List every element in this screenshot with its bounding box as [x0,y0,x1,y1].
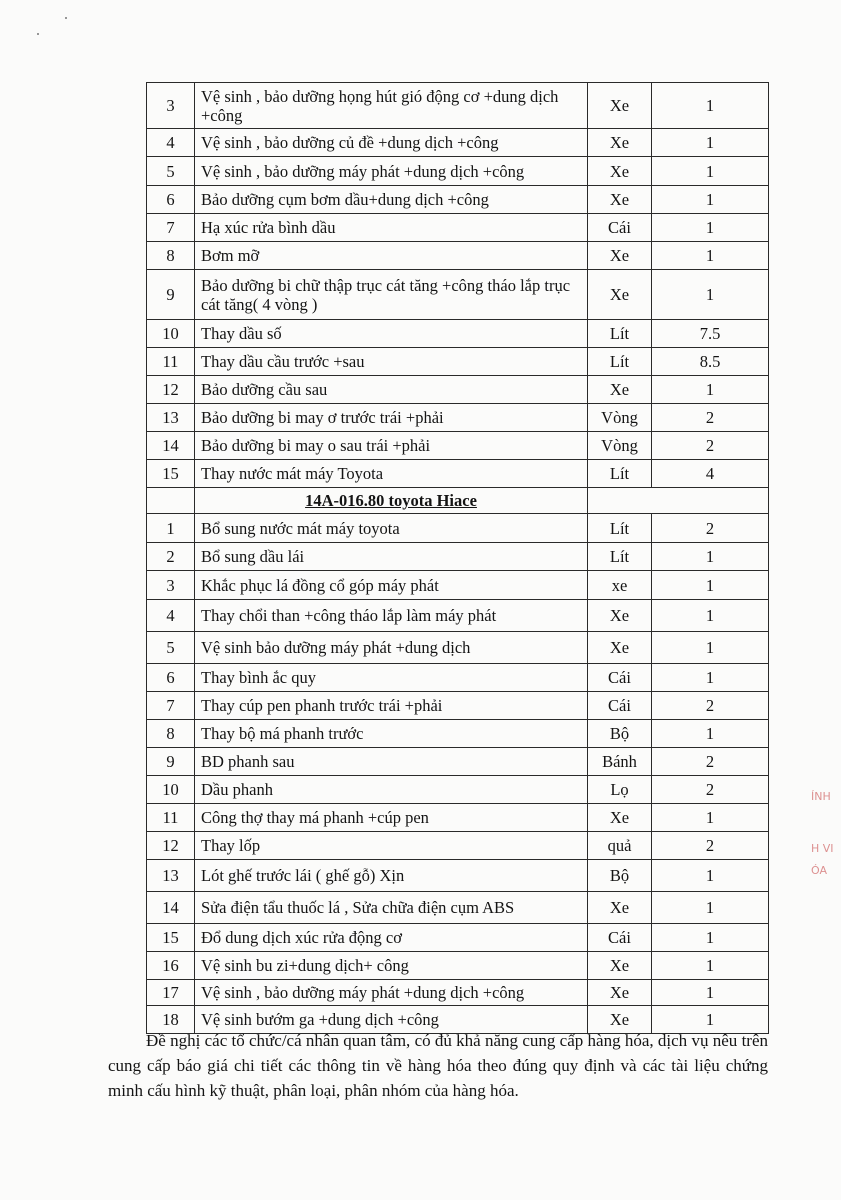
table-row [147,186,769,214]
table-row [147,600,769,632]
quantity-cell: 1 [652,83,769,129]
unit-cell: Xe [588,186,652,214]
item-description: Bảo dưỡng cầu sau [195,376,588,404]
item-description: Vệ sinh , bảo dưỡng họng hút gió động cơ +dung dịch +công [195,83,588,129]
empty-cell [588,488,769,514]
item-description: Bảo dưỡng cụm bơm dầu+dung dịch +công [195,186,588,214]
item-description: Thay bình ắc quy [195,664,588,692]
unit-cell: Xe [588,270,652,320]
row-number: 3 [147,571,195,600]
table-row [147,83,769,129]
unit-cell: Lít [588,460,652,488]
unit-cell: Vòng [588,432,652,460]
row-number: 10 [147,776,195,804]
row-number: 2 [147,543,195,571]
quantity-cell: 1 [652,924,769,952]
table-row [147,952,769,980]
row-number: 7 [147,692,195,720]
row-number: 13 [147,860,195,892]
quantity-cell: 1 [652,980,769,1006]
table-row [147,832,769,860]
unit-cell: Lít [588,514,652,543]
row-number: 14 [147,432,195,460]
item-description: Thay lốp [195,832,588,860]
row-number: 12 [147,376,195,404]
item-description: Thay cúp pen phanh trước trái +phải [195,692,588,720]
red-seal-fragment [805,790,841,940]
unit-cell: Vòng [588,404,652,432]
unit-cell: Xe [588,129,652,157]
row-number: 5 [147,157,195,186]
quantity-cell: 1 [652,571,769,600]
row-number: 12 [147,832,195,860]
item-description: Hạ xúc rửa bình dầu [195,214,588,242]
item-description: Thay dầu số [195,320,588,348]
unit-cell: Cái [588,664,652,692]
unit-cell: Xe [588,892,652,924]
table-row [147,242,769,270]
quantity-cell: 1 [652,157,769,186]
quantity-cell: 2 [652,692,769,720]
item-description: Bảo dưỡng bi may o sau trái +phải [195,432,588,460]
unit-cell: Cái [588,924,652,952]
table-body [147,83,769,1034]
table-row [147,860,769,892]
table-row [147,514,769,543]
unit-cell: Xe [588,804,652,832]
item-description: Dầu phanh [195,776,588,804]
unit-cell: Xe [588,980,652,1006]
item-description: Sửa điện tẩu thuốc lá , Sửa chữa điện cụm ABS [195,892,588,924]
quantity-cell: 1 [652,632,769,664]
table-row [147,460,769,488]
quantity-cell: 2 [652,776,769,804]
item-description: Bảo dưỡng bi chữ thập trục cát tăng +công tháo lắp trục cát tăng( 4 vòng ) [195,270,588,320]
unit-cell: quả [588,832,652,860]
quantity-cell: 8.5 [652,348,769,376]
unit-cell: Xe [588,952,652,980]
row-number: 5 [147,632,195,664]
table-row [147,664,769,692]
unit-cell: Lít [588,348,652,376]
unit-cell: Lọ [588,776,652,804]
row-number: 7 [147,214,195,242]
quantity-cell: 1 [652,664,769,692]
item-description: Thay nước mát máy Toyota [195,460,588,488]
table-row [147,157,769,186]
table-row [147,804,769,832]
quantity-cell: 1 [652,376,769,404]
table-row [147,376,769,404]
quantity-cell: 1 [652,720,769,748]
item-description: Thay dầu cầu trước +sau [195,348,588,376]
row-number: 15 [147,924,195,952]
quantity-cell: 2 [652,832,769,860]
scan-speck [37,33,39,35]
unit-cell: Xe [588,600,652,632]
quantity-cell: 4 [652,460,769,488]
unit-cell: Lít [588,543,652,571]
table-row [147,924,769,952]
row-number: 16 [147,952,195,980]
table-row [147,571,769,600]
row-number: 17 [147,980,195,1006]
quantity-cell: 1 [652,543,769,571]
quantity-cell: 1 [652,892,769,924]
quantity-cell: 1 [652,860,769,892]
row-number: 11 [147,348,195,376]
unit-cell: Xe [588,1006,652,1034]
seal-text: ÍNH [811,790,831,803]
item-description: Bổ sung nước mát máy toyota [195,514,588,543]
quantity-cell: 1 [652,952,769,980]
row-number: 9 [147,748,195,776]
table-row [147,320,769,348]
quantity-cell: 1 [652,1006,769,1034]
item-description: Đổ dung dịch xúc rửa động cơ [195,924,588,952]
quantity-cell: 1 [652,600,769,632]
table-row [147,543,769,571]
item-description: Thay chổi than +công tháo lắp làm máy phát [195,600,588,632]
table-row [147,692,769,720]
table-row [147,404,769,432]
quantity-cell: 1 [652,214,769,242]
item-description: Thay bộ má phanh trước [195,720,588,748]
quantity-cell: 1 [652,129,769,157]
item-description: Bảo dưỡng bi may ơ trước trái +phải [195,404,588,432]
unit-cell: Cái [588,692,652,720]
item-description: Khắc phục lá đồng cổ góp máy phát [195,571,588,600]
item-description: Bổ sung dầu lái [195,543,588,571]
table-row [147,214,769,242]
table-row [147,348,769,376]
quantity-cell: 1 [652,242,769,270]
unit-cell: Xe [588,242,652,270]
empty-cell [147,488,195,514]
item-description: Lót ghế trước lái ( ghế gỗ) Xịn [195,860,588,892]
quantity-cell: 2 [652,432,769,460]
row-number: 4 [147,600,195,632]
unit-cell: Xe [588,632,652,664]
item-description: Vệ sinh , bảo dưỡng máy phát +dung dịch +công [195,980,588,1006]
row-number: 1 [147,514,195,543]
item-description: Công thợ thay má phanh +cúp pen [195,804,588,832]
row-number: 18 [147,1006,195,1034]
repair-items-table [146,82,769,1034]
table-row [147,720,769,748]
table-row [147,270,769,320]
quantity-cell: 1 [652,270,769,320]
item-description: BD phanh sau [195,748,588,776]
item-description: Vệ sinh bướm ga +dung dịch +công [195,1006,588,1034]
seal-text: H VI [811,842,834,855]
row-number: 14 [147,892,195,924]
row-number: 8 [147,242,195,270]
quantity-cell: 1 [652,804,769,832]
request-paragraph: Đề nghị các tổ chức/cá nhân quan tâm, có đủ khả năng cung cấp hàng hóa, dịch vụ nêu trên cung cấp báo giá chi tiết các thông tin về hàng hóa theo đúng quy định và các tài liệu chứng minh cấu hình kỹ thuật, phân loại, phân nhóm của hàng hóa. [108,1031,768,1100]
unit-cell: Cái [588,214,652,242]
table-row [147,980,769,1006]
row-number: 11 [147,804,195,832]
vehicle-section-title: 14A-016.80 toyota Hiace [195,488,588,514]
row-number: 4 [147,129,195,157]
row-number: 6 [147,664,195,692]
unit-cell: Xe [588,83,652,129]
item-description: Vệ sinh bảo dưỡng máy phát +dung dịch [195,632,588,664]
row-number: 13 [147,404,195,432]
table-row [147,892,769,924]
quantity-cell: 2 [652,514,769,543]
row-number: 15 [147,460,195,488]
section-header-row [147,488,769,514]
item-description: Vệ sinh , bảo dưỡng máy phát +dung dịch +công [195,157,588,186]
row-number: 9 [147,270,195,320]
unit-cell: Bộ [588,720,652,748]
table-row [147,129,769,157]
scan-speck [65,17,67,19]
row-number: 10 [147,320,195,348]
table-row [147,748,769,776]
item-description: Vệ sinh bu zi+dung dịch+ công [195,952,588,980]
unit-cell: Bộ [588,860,652,892]
quantity-cell: 1 [652,186,769,214]
row-number: 6 [147,186,195,214]
quantity-cell: 7.5 [652,320,769,348]
unit-cell: xe [588,571,652,600]
quantity-cell: 2 [652,748,769,776]
unit-cell: Xe [588,157,652,186]
quantity-cell: 2 [652,404,769,432]
row-number: 8 [147,720,195,748]
item-description: Bơm mỡ [195,242,588,270]
item-description: Vệ sinh , bảo dưỡng củ đề +dung dịch +công [195,129,588,157]
table-row [147,776,769,804]
unit-cell: Bánh [588,748,652,776]
unit-cell: Lít [588,320,652,348]
table-row [147,632,769,664]
seal-text: ÓA [811,864,827,877]
unit-cell: Xe [588,376,652,404]
row-number: 3 [147,83,195,129]
table-row [147,432,769,460]
